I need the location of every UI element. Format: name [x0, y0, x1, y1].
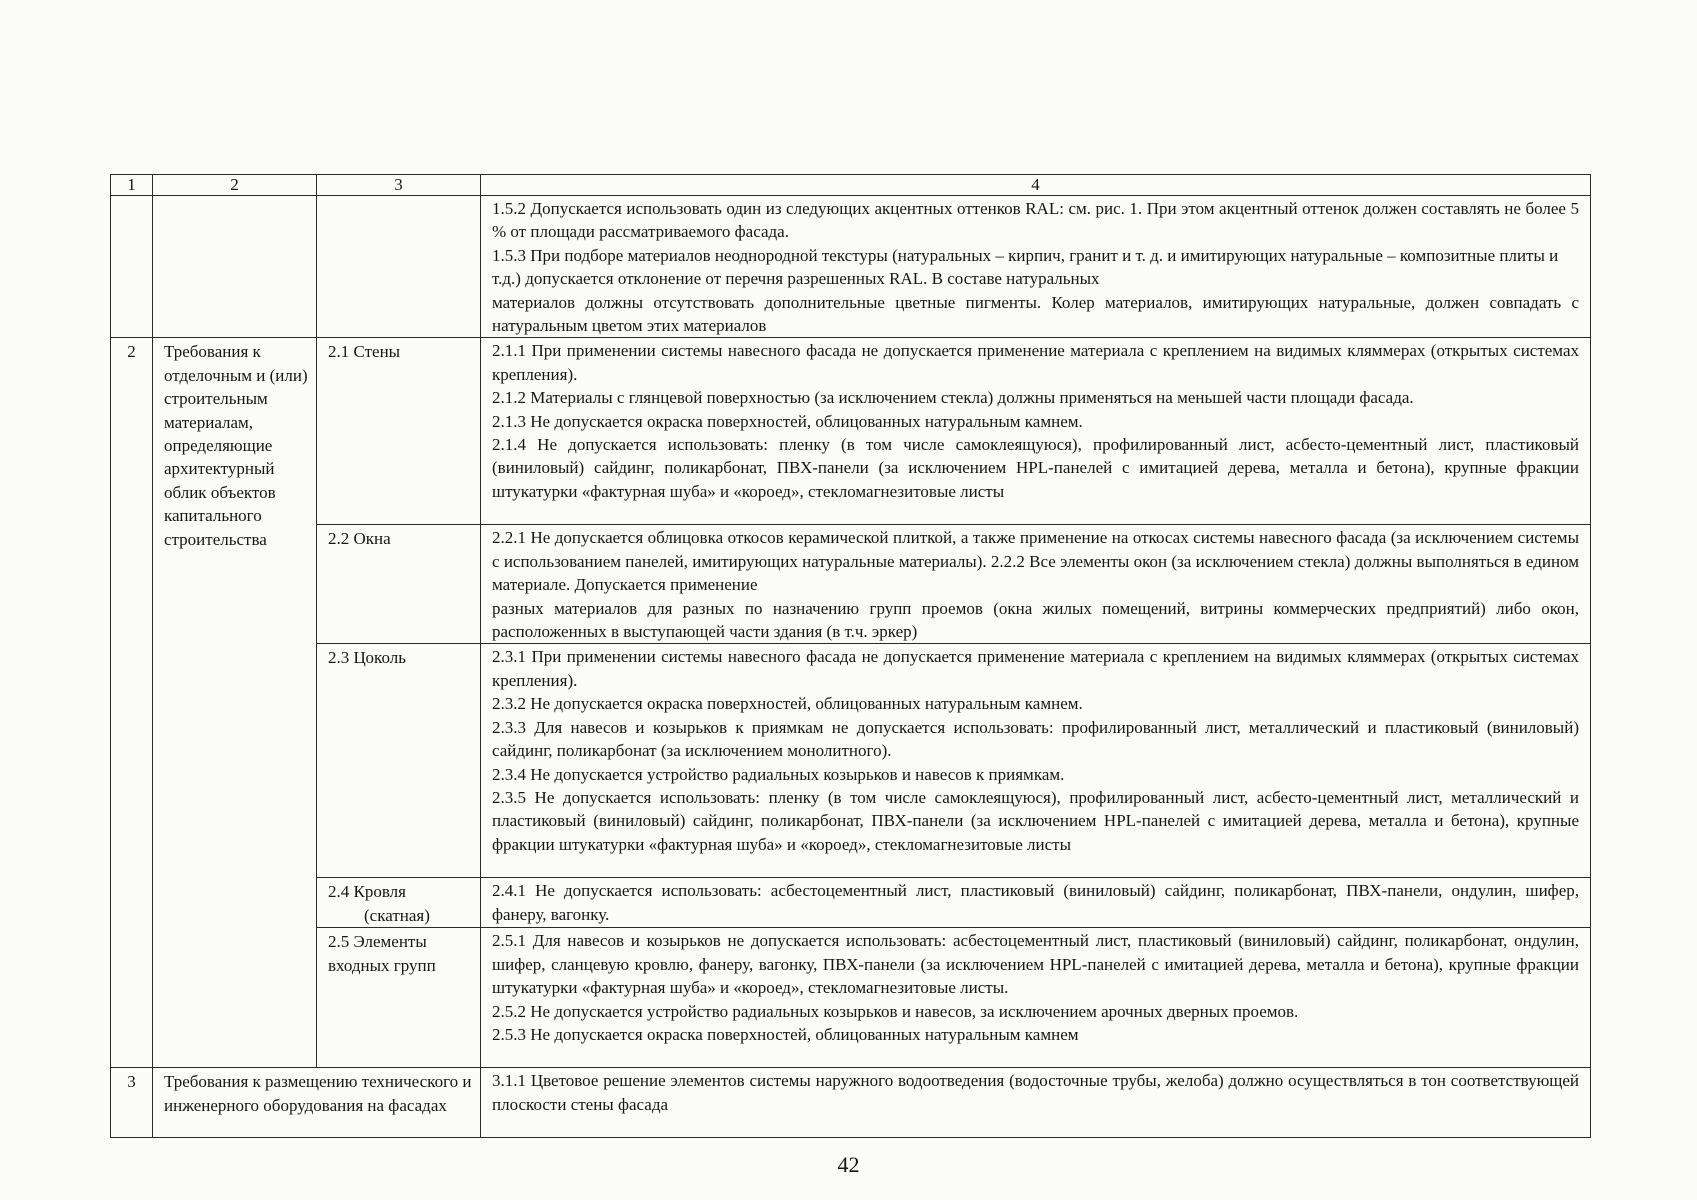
subsection-cell: 2.3 Цоколь — [317, 644, 481, 878]
requirement-text: 1.5.3 При подборе материалов неоднородной текстуры (натуральных – кирпич, гранит и т. д. и имитирующих натуральные – композитные плиты и т.д.) допускается отклонение от перечня разрешенных RAL. В составе натуральных — [492, 245, 1559, 289]
subsection-cell: 2.5 Элементы входных групп — [317, 928, 481, 1068]
requirement-text: 2.1.3 Не допускается окраска поверхностей, облицованных натуральным камнем. — [492, 411, 1083, 431]
category-cell: Требования к отделочным и (или) строительным материалам, определяющие архитектурный облик объектов капитального строительства — [153, 338, 317, 1068]
requirement-text: 2.3.3 Для навесов и козырьков к приямкам не допускается использовать: профилированный лист, металлический и пластиковый (виниловый) сайдинг, поликарбонат (за исключением монолитного). — [492, 717, 1579, 761]
header-cell-4: 4 — [481, 175, 1591, 196]
requirements-table — [110, 174, 1591, 1138]
requirement-text: 2.3.1 При применении системы навесного фасада не допускается применение материала с креплением на видимых кляммерах (открытых системах крепления). — [492, 647, 1579, 690]
table-row — [111, 928, 1591, 1068]
requirement-text: 2.1.4 Не допускается использовать: пленку (в том числе самоклеящуюся), профилированный лист, асбесто-цементный лист, пластиковый (виниловый) сайдинг, поликарбонат, ПВХ-панели (за исключением HPL-панелей с имитацией дерева, металла и бетона), крупные фракции штукатурки «фактурная шуба» и «короед», стекломагнезитовые листы — [492, 435, 1579, 501]
requirement-text: 2.3.2 Не допускается окраска поверхностей, облицованных натуральным камнем. — [492, 694, 1083, 714]
subsection-cell — [317, 196, 481, 338]
requirements-cell — [481, 525, 1591, 644]
requirement-text: разных материалов для разных по назначению групп проемов (окна жилых помещений, витрины коммерческих предприятий) либо окон, расположенных в выступающей части здания (в т.ч. эркер) — [492, 598, 1579, 642]
category-cell — [153, 196, 317, 338]
table-row — [111, 878, 1591, 928]
subsection-cell: 2.2 Окна — [317, 525, 481, 644]
table-row — [111, 525, 1591, 644]
requirement-text: 2.5.3 Не допускается окраска поверхностей, облицованных натуральным камнем — [492, 1024, 1079, 1044]
table-header-row — [111, 175, 1591, 196]
requirement-text: 2.5.1 Для навесов и козырьков не допускается использовать: асбестоцементный лист, пластиковый (виниловый) сайдинг, поликарбонат, ондулин, шифер, сланцевую кровлю, фанеру, вагонку, ПВХ-панели (за исключением HPL-панелей с имитацией дерева, металла и бетона), крупные фракции штукатурки «фактурная шуба» и «короед», стекломагнезитовые листы. — [492, 931, 1579, 998]
header-cell-2: 2 — [153, 175, 317, 196]
requirement-text: 2.3.5 Не допускается использовать: пленку (в том числе самоклеящуюся), профилированный лист, асбесто-цементный лист, металлический и пластиковый (виниловый) сайдинг, поликарбонат, ПВХ-панели (за исключением HPL-панелей с имитацией дерева, металла и бетона), крупные фракции штукатурки «фактурная шуба» и «короед», стекломагнезитовые листы — [492, 787, 1579, 854]
table-row — [111, 196, 1591, 338]
requirements-cell — [481, 928, 1591, 1068]
requirements-cell — [481, 878, 1591, 928]
requirement-text: материалов должны отсутствовать дополнительные цветные пигменты. Колер материалов, имитирующих натуральные, должен совпадать с натуральным цветом этих материалов — [492, 292, 1579, 336]
requirement-text: 3.1.1 Цветовое решение элементов системы наружного водоотведения (водосточные трубы, желоба) должно осуществляться в тон соответствующей плоскости стены фасада — [492, 1071, 1579, 1114]
requirement-text: 2.1.2 Материалы с глянцевой поверхностью (за исключением стекла) должны применяться на меньшей части площади фасада. — [492, 388, 1414, 408]
requirement-text: 2.1.1 При применении системы навесного фасада не допускается применение материала с креплением на видимых кляммерах (открытых системах крепления). — [492, 341, 1579, 384]
subsection-cell — [317, 878, 481, 928]
row-number-cell: 2 — [111, 338, 153, 1068]
requirements-cell — [481, 196, 1591, 338]
table-row — [111, 1068, 1591, 1138]
subsection-label-qualifier: (скатная) — [364, 905, 430, 925]
table-row — [111, 338, 1591, 525]
page-number: 42 — [837, 1152, 860, 1177]
category-cell: Требования к размещению технического и инженерного оборудования на фасадах — [153, 1068, 481, 1138]
header-cell-1: 1 — [111, 175, 153, 196]
requirements-cell — [481, 338, 1591, 525]
header-cell-3: 3 — [317, 175, 481, 196]
requirement-text: 2.3.4 Не допускается устройство радиальных козырьков и навесов к приямкам. — [492, 764, 1065, 784]
subsection-cell: 2.1 Стены — [317, 338, 481, 525]
row-number-cell: 3 — [111, 1068, 153, 1138]
requirement-text: 1.5.2 Допускается использовать один из следующих акцентных оттенков RAL: см. рис. 1. При этом акцентный оттенок должен составлять не более 5 % от площади рассматриваемого фасада. — [492, 199, 1579, 242]
requirement-text: 2.4.1 Не допускается использовать: асбестоцементный лист, пластиковый (виниловый) сайдинг, поликарбонат, ПВХ-панели, ондулин, шифер, фанеру, вагонку. — [492, 881, 1579, 924]
table-row — [111, 644, 1591, 878]
subsection-label: 2.4 Кровля — [328, 882, 406, 902]
requirements-cell — [481, 1068, 1591, 1138]
row-number-cell — [111, 196, 153, 338]
requirement-text: 2.5.2 Не допускается устройство радиальных козырьков и навесов, за исключением арочных дверных проемов. — [492, 1001, 1299, 1021]
requirements-cell — [481, 644, 1591, 878]
requirement-text: 2.2.1 Не допускается облицовка откосов керамической плиткой, а также применение на откосах системы навесного фасада (за исключением системы с использованием панелей, имитирующих натуральные материалы). 2.2.2 Все элементы окон (за исключением стекла) должны выполняться в едином материале. Допускается применение — [492, 528, 1579, 595]
